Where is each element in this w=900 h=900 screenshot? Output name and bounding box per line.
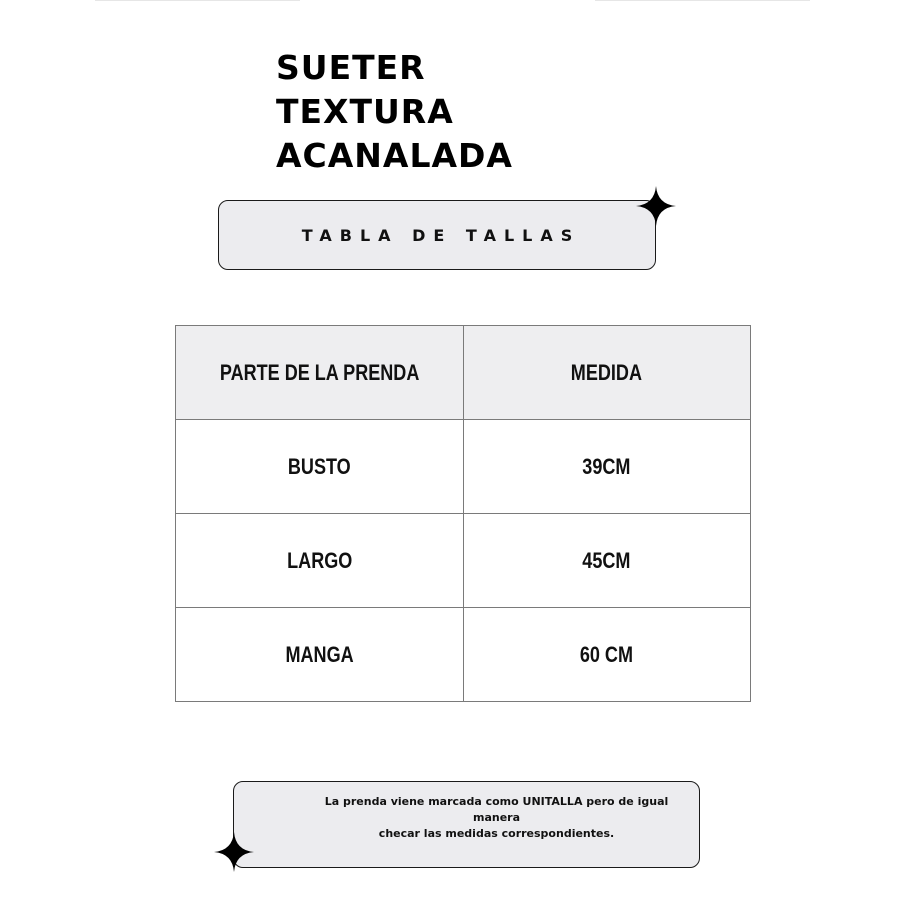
row-busto-part: BUSTO: [287, 453, 351, 479]
row-busto-measure: 39CM: [582, 453, 631, 479]
table-header-cell: [463, 326, 751, 420]
table-header-row: [176, 326, 751, 420]
row-manga-part: MANGA: [285, 641, 354, 667]
size-chart-banner-label: TABLA DE TALLAS: [301, 225, 581, 245]
table-row: [176, 420, 751, 514]
size-table: [175, 325, 751, 702]
row-largo-part: LARGO: [286, 547, 352, 573]
row-manga-measure: 60 CM: [580, 641, 634, 667]
title-line-1: SUETER: [276, 48, 426, 87]
four-point-sparkle-icon: [214, 832, 254, 872]
table-row: [176, 608, 751, 702]
sizing-note-line-1: La prenda viene marcada como UNITALLA pero de igual manera: [324, 794, 669, 824]
top-divider-left: [95, 0, 300, 1]
table-cell: [176, 420, 464, 514]
table-cell: [463, 420, 751, 514]
product-title: [276, 46, 656, 178]
four-point-sparkle-icon: [636, 186, 676, 226]
size-chart-banner: [218, 200, 656, 270]
sizing-note-box: [233, 781, 700, 868]
table-cell: [176, 608, 464, 702]
header-garment-part: PARTE DE LA PRENDA: [219, 359, 419, 385]
sizing-note-line-2: checar las medidas correspondientes.: [378, 826, 615, 840]
table-cell: [463, 514, 751, 608]
table-row: [176, 514, 751, 608]
row-largo-measure: 45CM: [582, 547, 631, 573]
title-line-3: ACANALADA: [276, 136, 513, 175]
table-cell: [176, 514, 464, 608]
top-divider-right: [595, 0, 810, 1]
title-line-2: TEXTURA: [276, 92, 454, 131]
table-header-cell: [176, 326, 464, 420]
header-measure: MEDIDA: [571, 359, 643, 385]
sizing-note-text: [304, 794, 689, 842]
table-cell: [463, 608, 751, 702]
